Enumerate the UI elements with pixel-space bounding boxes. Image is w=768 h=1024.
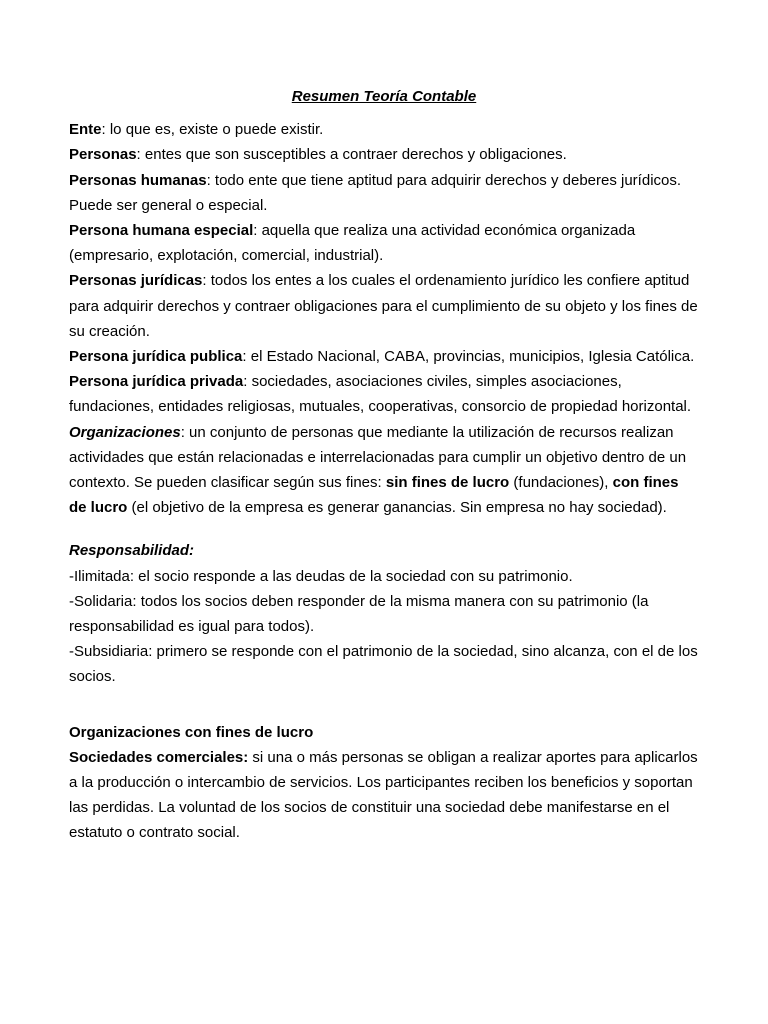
responsabilidad-item-subsidiaria: -Subsidiaria: primero se responde con el patrimonio de la sociedad, sino alcanza, con el de los socios. — [69, 643, 698, 686]
definition-term: Ente — [69, 121, 102, 139]
definition-text: (fundaciones), — [509, 474, 613, 492]
definition-text: : un conjunto de personas que mediante la utilización de recursos realizan actividades que están relacionadas e interrelacionadas para cumplir un objetivo dentro de un contexto. Se pueden clasificar según sus fines: — [69, 423, 687, 492]
definition-term: Persona jurídica publica — [69, 348, 243, 366]
definition-text: : lo que es, existe o puede existir. — [101, 121, 324, 139]
definition-persona-juridica-privada — [69, 369, 699, 419]
definition-personas-juridicas — [69, 268, 699, 344]
definition-text: : sociedades, asociaciones civiles, simples asociaciones, fundaciones, entidades religiosas, mutuales, cooperativas, consorcio de propiedad horizontal. — [69, 373, 692, 416]
definition-personas — [69, 142, 699, 167]
definition-text: (el objetivo de la empresa es generar ganancias. Sin empresa no hay sociedad). — [127, 499, 667, 517]
definition-text: : entes que son susceptibles a contraer derechos y obligaciones. — [136, 146, 567, 164]
fines-lucro-heading — [69, 720, 699, 745]
con-fines-de-lucro: con fines de lucro — [69, 474, 679, 517]
definition-term: Personas — [69, 146, 137, 164]
definition-term: Organizaciones — [69, 423, 181, 441]
definition-term: Persona humana especial — [69, 222, 254, 240]
definition-text: : aquella que realiza una actividad económica organizada (empresario, explotación, comercial, industrial). — [69, 222, 636, 265]
responsabilidad-item-ilimitada: -Ilimitada: el socio responde a las deudas de la sociedad con su patrimonio. — [69, 567, 573, 585]
sin-fines-de-lucro: sin fines de lucro — [385, 474, 510, 492]
definition-ente — [69, 117, 699, 142]
definition-term: Sociedades comerciales: — [69, 748, 249, 766]
definition-text: : todos los entes a los cuales el ordenamiento jurídico les confiere aptitud para adquirir derechos y contraer obligaciones para el cumplimiento de su objeto y los fines de su creación. — [69, 272, 698, 340]
definition-personas-humanas — [69, 168, 699, 218]
definition-text: si una o más personas se obligan a realizar aportes para aplicarlos a la producción o intercambio de servicios. Los participantes reciben los beneficios y soportan las perdidas. La voluntad de los socios de constituir una sociedad debe manifestarse en el estatuto o contrato social. — [69, 748, 698, 842]
document-page — [69, 84, 699, 846]
definition-term: Persona jurídica privada — [69, 373, 244, 391]
definition-organizaciones — [69, 420, 699, 521]
responsabilidad-heading: Responsabilidad: — [69, 542, 195, 560]
document-title: Resumen Teoría Contable — [291, 88, 477, 105]
definition-term: Personas humanas — [69, 171, 207, 189]
definition-persona-juridica-publica — [69, 344, 699, 369]
responsabilidad-item-solidaria: -Solidaria: todos los socios deben responder de la misma manera con su patrimonio (la responsabilidad es igual para todos). — [69, 592, 649, 636]
definition-text: : todo ente que tiene aptitud para adquirir derechos y deberes jurídicos. Puede ser general o especial. — [69, 171, 682, 214]
section-heading: Organizaciones con fines de lucro — [69, 723, 314, 741]
definition-term: Personas jurídicas — [69, 272, 203, 290]
definition-persona-humana-especial — [69, 218, 699, 268]
definition-text: : el Estado Nacional, CABA, provincias, municipios, Iglesia Católica. — [242, 348, 695, 366]
definition-sociedades-comerciales — [69, 745, 699, 846]
